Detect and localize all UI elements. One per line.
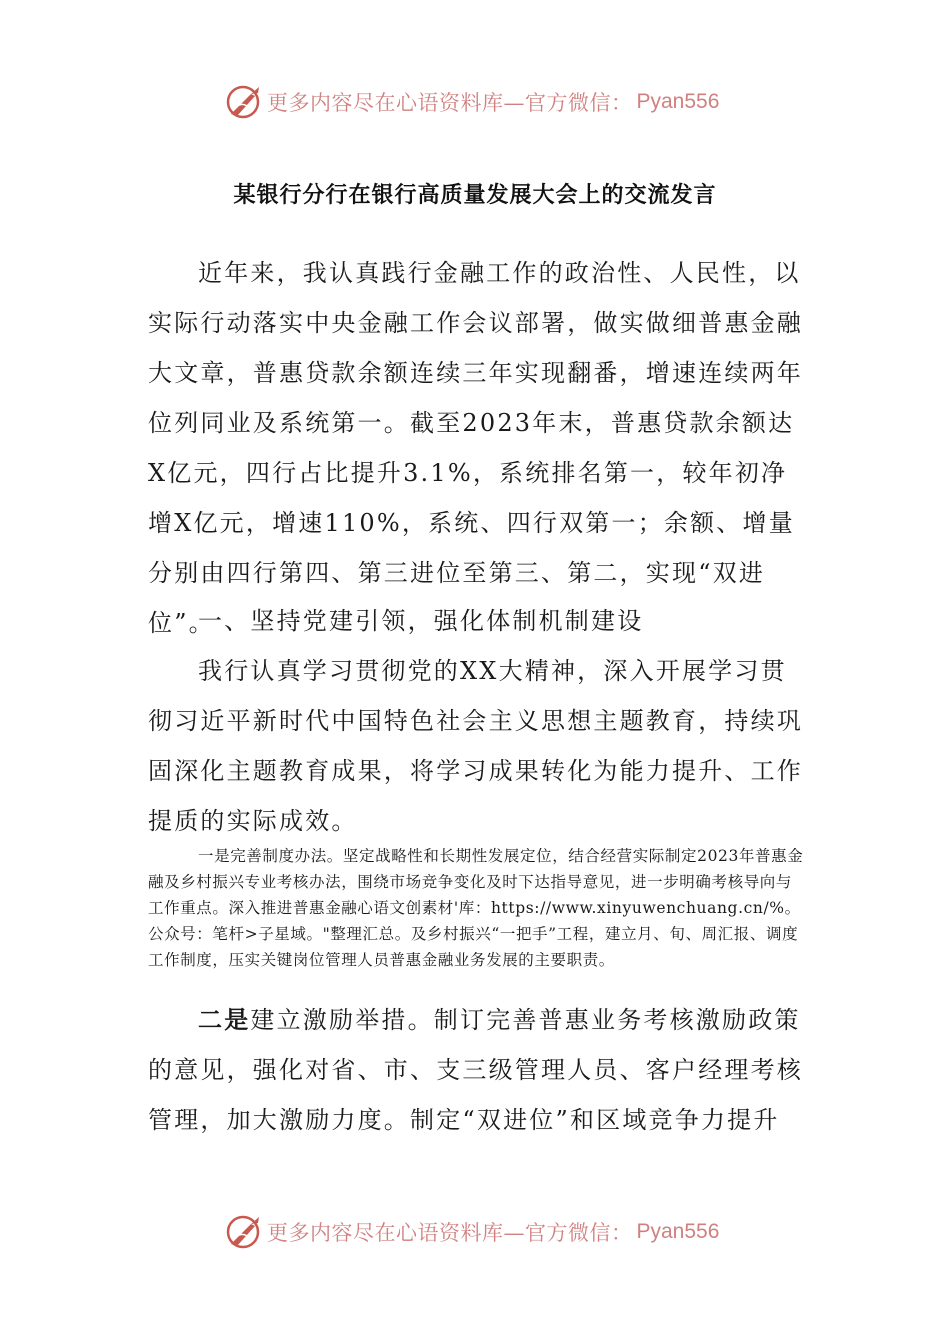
section-heading-1: 一、坚持党建引领，强化体制机制建设: [198, 607, 644, 635]
paragraph-incentive-body: 建立激励举措。制订完善普惠业务考核激励政策的意见，强化对省、市、支三级管理人员、客户经理考核管理，加大激励力度。制定“双进位”和区域竞争力提升: [148, 1006, 803, 1134]
watermark-header: [225, 82, 745, 122]
watermark-id: Pyan556: [636, 90, 720, 113]
paragraph-study: 我行认真学习贯彻党的XX大精神，深入开展学习贯彻习近平新时代中国特色社会主义思想主题教育，持续巩固深化主题教育成果，将学习成果转化为能力提升、工作提质的实际成效。: [148, 657, 803, 835]
pen-logo-icon: [225, 84, 263, 120]
paragraph-intro: 近年来，我认真践行金融工作的政治性、人民性，以实际行动落实中央金融工作会议部署，做实做细普惠金融大文章，普惠贷款余额连续三年实现翻番，增速连续两年位列同业及系统第一。截至2023年末，普惠贷款余额达X亿元，四行占比提升3.1%，系统排名第一，较年初净增X亿元，增速110%，系统、四行双第一；余额、增量分别由四行第四、第三进位至第三、第二，实现“双进位”。: [148, 259, 803, 637]
paragraph-system-small: 一是完善制度办法。坚定战略性和长期性发展定位，结合经营实际制定2023年普惠金融及乡村振兴专业考核办法，围绕市场竞争变化及时下达指导意见，进一步明确考核导向与工作重点。深入推进普惠金融心语文创素材'库：https://www.xinyuwenchuang.cn/%。公众号：笔杆>子星域。"整理汇总。及乡村振兴“一把手”工程，建立月、旬、周汇报、调度工作制度，压实关键岗位管理人员普惠金融业务发展的主要职责。: [148, 847, 804, 969]
watermark-id: Pyan556: [636, 1220, 720, 1243]
watermark-text: 更多内容尽在心语资料库—官方微信：: [267, 91, 633, 115]
paragraph-incentive-lead: 二是: [198, 1006, 251, 1034]
watermark-footer: [225, 1212, 745, 1252]
watermark-text: 更多内容尽在心语资料库—官方微信：: [267, 1221, 633, 1245]
pen-logo-icon: [225, 1214, 263, 1250]
document-title: 某银行分行在银行高质量发展大会上的交流发言: [233, 183, 717, 208]
paragraph-incentive: [148, 995, 808, 1145]
